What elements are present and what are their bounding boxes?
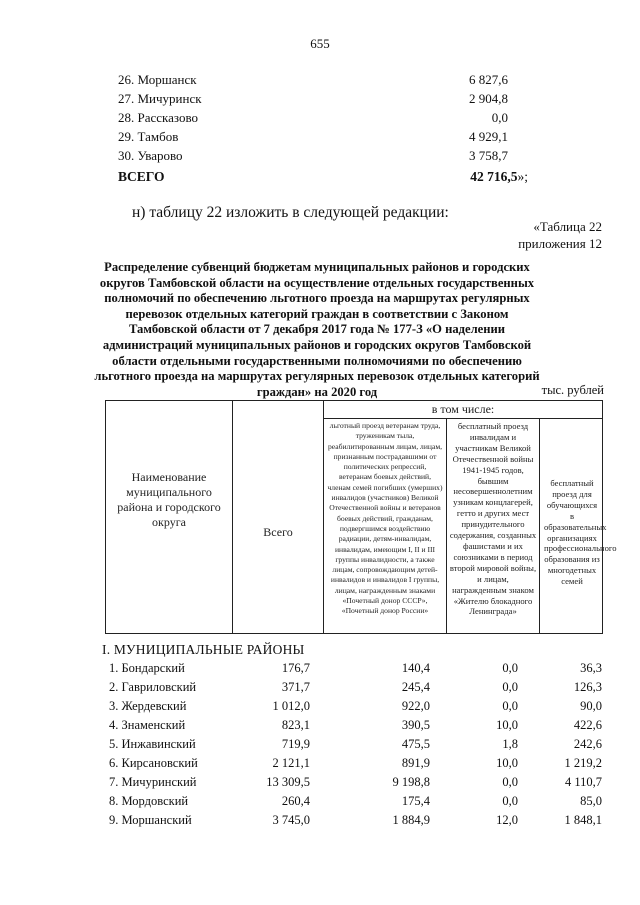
row-name: 6. Кирсановский (109, 756, 198, 770)
row-value-3: 242,6 (573, 737, 602, 751)
row-name: 8. Мордовский (109, 794, 189, 808)
row-name: 5. Инжавинский (109, 737, 196, 751)
prev-row-name: 27. Мичуринск (118, 91, 202, 106)
row-value-1: 175,4 (401, 794, 430, 808)
prev-row-value: 0,0 (491, 110, 508, 125)
row-value-2: 10,0 (496, 718, 518, 732)
prev-row-name: 30. Уварово (118, 148, 183, 163)
row-value-2: 0,0 (502, 775, 518, 789)
row-value-1: 9 198,8 (392, 775, 430, 789)
table-row (0, 718, 640, 737)
row-total: 1 012,0 (272, 699, 310, 713)
prev-table-row (118, 91, 528, 109)
row-total: 176,7 (281, 661, 310, 675)
header-group-label: в том числе: (431, 402, 495, 416)
row-value-1: 1 884,9 (392, 813, 430, 827)
total-tail: »; (517, 169, 528, 184)
prev-row-value: 3 758,7 (469, 148, 508, 163)
table-ref-line: «Таблица 22 (533, 219, 602, 234)
row-value-1: 390,5 (401, 718, 430, 732)
row-total: 3 745,0 (272, 813, 310, 827)
prev-row-name: 26. Моршанск (118, 72, 197, 87)
row-value-3: 4 110,7 (564, 775, 602, 789)
row-name: 3. Жердевский (109, 699, 187, 713)
total-label: ВСЕГО (118, 169, 165, 184)
table-row (0, 794, 640, 813)
row-total: 371,7 (281, 680, 310, 694)
row-total: 2 121,1 (272, 756, 310, 770)
total-value: 42 716,5 (470, 169, 518, 184)
row-name: 1. Бондарский (109, 661, 185, 675)
header-subcolumn-1: льготный проезд ветеранам труда, труженикам тыла, реабилитированным лицам, лицам, признанным пострадавшими от политических репрессий, ветеранам боевых действий, членам семей погибших (умерших) инвалидов (участников) Великой Отечественной войны и ветеранов боевых действий, гражданам, подвергшимся воздействию радиации, детям-инвалидам, инвалидам, имеющим I, II и III группы инвалидности, а также лицам, сопровождающим детей-инвалидов и инвалидов I группы, лицам, награжденным знаками «Почетный донор СССР», «Почетный донор России» (327, 421, 443, 616)
page-number: 655 (310, 36, 330, 51)
section-title: I. МУНИЦИПАЛЬНЫЕ РАЙОНЫ (102, 642, 305, 657)
prev-table-row (118, 148, 528, 166)
row-value-3: 36,3 (580, 661, 602, 675)
row-value-1: 891,9 (401, 756, 430, 770)
prev-row-value: 4 929,1 (469, 129, 508, 144)
row-name: 4. Знаменский (109, 718, 186, 732)
row-total: 13 309,5 (266, 775, 310, 789)
prev-table-row (118, 110, 528, 128)
row-total: 260,4 (281, 794, 310, 808)
table-row (0, 680, 640, 699)
prev-table-row (118, 72, 528, 90)
units-label: тыс. рублей (541, 383, 604, 397)
amendment-instruction: н) таблицу 22 изложить в следующей редакции: (132, 204, 449, 221)
row-value-3: 90,0 (580, 699, 602, 713)
row-name: 2. Гавриловский (109, 680, 197, 694)
header-subcolumn-3: бесплатный проезд для обучающихся в образовательных организациях профессионального образования из многодетных семей (544, 478, 617, 587)
row-value-3: 1 219,2 (564, 756, 602, 770)
prev-row-name: 29. Тамбов (118, 129, 179, 144)
row-value-3: 85,0 (580, 794, 602, 808)
row-total: 719,9 (281, 737, 310, 751)
header-name-column: Наименование муниципального района и городского округа (117, 470, 221, 529)
total-value-wrap (470, 169, 528, 185)
row-value-3: 1 848,1 (564, 813, 602, 827)
prev-table-total-row (118, 169, 528, 187)
row-value-3: 422,6 (573, 718, 602, 732)
row-value-1: 140,4 (401, 661, 430, 675)
table-ref-line: приложения 12 (518, 236, 602, 251)
row-value-2: 0,0 (502, 699, 518, 713)
row-value-2: 1,8 (502, 737, 518, 751)
table-row (0, 775, 640, 794)
header-subcolumn-2: бесплатный проезд инвалидам и участникам Великой Отечественной войны 1941-1945 годов, бывшим несовершеннолетним узникам концлагерей, гетто и других мест принудительного содержания, созданных фашистами и их союзниками в период второй мировой войны, и лицам, награжденным знаком «Жителю блокадного Ленинграда» (449, 421, 537, 617)
total-column-border (232, 400, 324, 634)
row-total: 823,1 (281, 718, 310, 732)
row-value-2: 0,0 (502, 794, 518, 808)
table-heading: Распределение субвенций бюджетам муниципальных районов и городских округов Тамбовской области на осуществление отдельных государственных полномочий по обеспечению льготного проезда на маршрутах регулярных перевозок отдельных категорий граждан в соответствии с Законом Тамбовской области от 7 декабря 2017 года № 177-З «О наделении администраций муниципальных районов и городских округов Тамбовской области отдельными государственными полномочиями по обеспечению льготного проезда на маршрутах регулярных перевозок отдельных категорий граждан» на 2020 год (94, 260, 540, 399)
table-row (0, 756, 640, 775)
table-row (0, 737, 640, 756)
row-name: 9. Моршанский (109, 813, 192, 827)
row-value-1: 475,5 (401, 737, 430, 751)
prev-row-name: 28. Рассказово (118, 110, 199, 125)
row-value-3: 126,3 (573, 680, 602, 694)
prev-table-row (118, 129, 528, 147)
row-value-2: 10,0 (496, 756, 518, 770)
row-value-1: 922,0 (401, 699, 430, 713)
row-value-1: 245,4 (401, 680, 430, 694)
row-value-2: 0,0 (502, 680, 518, 694)
table-row (0, 699, 640, 718)
header-total-column: Всего (263, 525, 293, 539)
table-row (0, 661, 640, 680)
row-value-2: 12,0 (496, 813, 518, 827)
row-value-2: 0,0 (502, 661, 518, 675)
prev-row-value: 2 904,8 (469, 91, 508, 106)
prev-row-value: 6 827,6 (469, 72, 508, 87)
table-row (0, 813, 640, 832)
row-name: 7. Мичуринский (109, 775, 197, 789)
